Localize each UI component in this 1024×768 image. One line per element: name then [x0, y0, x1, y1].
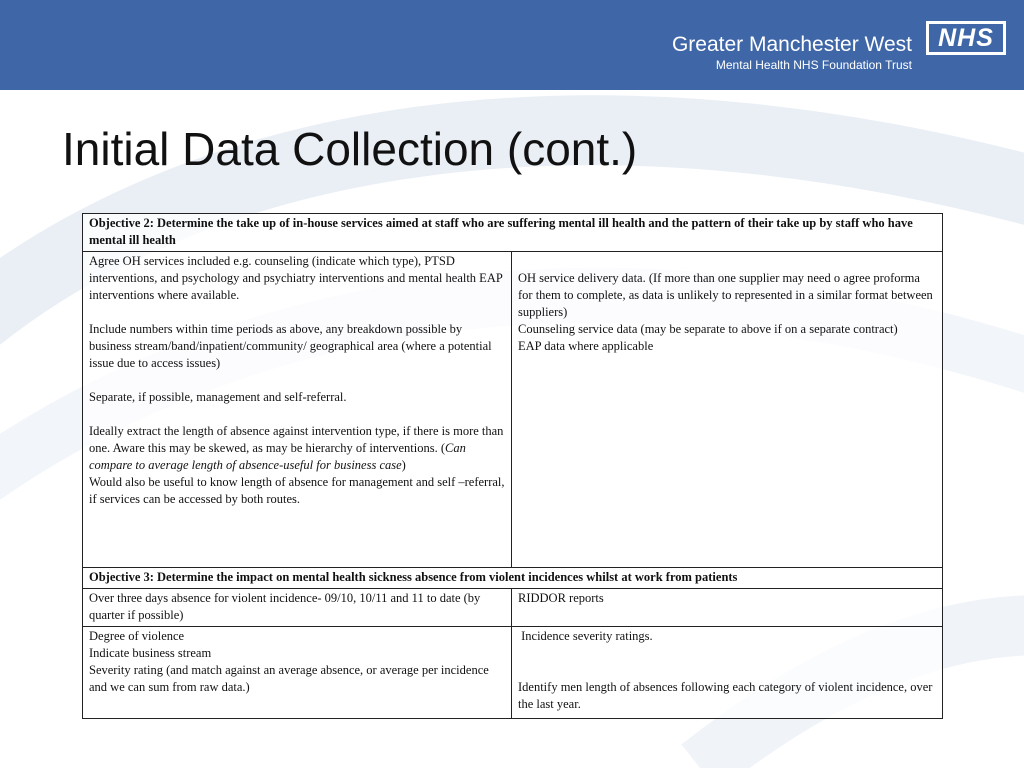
nhs-logo — [926, 21, 1006, 55]
org-subtitle: Mental Health NHS Foundation Trust — [715, 58, 912, 72]
objective3-heading-row — [83, 568, 943, 589]
objective3-row2-right — [512, 627, 943, 719]
objective2-left-p2: Include numbers within time periods as above, any breakdown possible by business stream/band/inpatient/community/ geographical area (where a potential issue due to access issues) — [89, 322, 492, 370]
objective2-left-p1: Agree OH services included e.g. counseling (indicate which type), PTSD interventions, and psychology and psychiatry interventions and mental health EAP interventions where available. — [89, 254, 503, 302]
objective2-body-row — [83, 252, 943, 568]
objective2-heading: Objective 2: Determine the take up of in-house services aimed at staff who are suffering mental ill health and the pattern of their take up by staff who have mental ill health — [83, 214, 943, 252]
objective3-row2-right-l2: Identify men length of absences following each category of violent incidence, over the last year. — [518, 680, 933, 711]
objective3-row2-right-l1: Incidence severity ratings. — [518, 629, 653, 643]
objective3-row2-left-l2: Indicate business stream — [89, 646, 212, 660]
objective2-heading-row — [83, 214, 943, 252]
objective2-left-p3: Separate, if possible, management and self-referral. — [89, 390, 347, 404]
objective2-left-p5: Would also be useful to know length of absence for management and self –referral, if services can be accessed by both routes. — [89, 475, 505, 506]
org-name: Greater Manchester West — [671, 33, 912, 56]
objective2-left-p4-italic: Can compare to average length of absence-useful for business case — [89, 441, 466, 472]
nhs-logo-text: NHS — [929, 24, 1003, 52]
objective3-row1-left: Over three days absence for violent incidence- 09/10, 10/11 and 11 to date (by quarter if possible) — [83, 589, 512, 627]
objective3-row1 — [83, 589, 943, 627]
objectives-table — [82, 213, 943, 719]
objective2-left-p4-end: ) — [401, 458, 406, 472]
objective2-left-p4 — [89, 423, 505, 474]
header-bar — [0, 0, 1024, 90]
objective2-right-p1: OH service delivery data. (If more than one supplier may need o agree proforma for them to complete, as data is unlikely to represented in a similar format between suppliers) — [518, 271, 933, 319]
objective3-row2-left-l3: Severity rating (and match against an average absence, or average per incidence and we can sum from raw data.) — [89, 663, 489, 694]
objective3-row2-left-l1: Degree of violence — [89, 629, 185, 643]
objective3-heading: Objective 3: Determine the impact on mental health sickness absence from violent incidences whilst at work from patients — [83, 568, 943, 589]
objective3-row1-right: RIDDOR reports — [512, 589, 943, 627]
objective2-right-cell — [512, 252, 943, 568]
objective3-row2 — [83, 627, 943, 719]
page-title: Initial Data Collection (cont.) — [62, 123, 638, 175]
objective2-right-p2: Counseling service data (may be separate to above if on a separate contract) — [518, 322, 898, 336]
objective2-left-cell — [83, 252, 512, 568]
objective2-left-p4-start: Ideally extract the length of absence against intervention type, if there is more than one. Aware this may be skewed, as may be hierarchy of interventions. ( — [89, 424, 504, 455]
objective2-right-p3: EAP data where applicable — [518, 339, 654, 353]
objective3-row2-left — [83, 627, 512, 719]
